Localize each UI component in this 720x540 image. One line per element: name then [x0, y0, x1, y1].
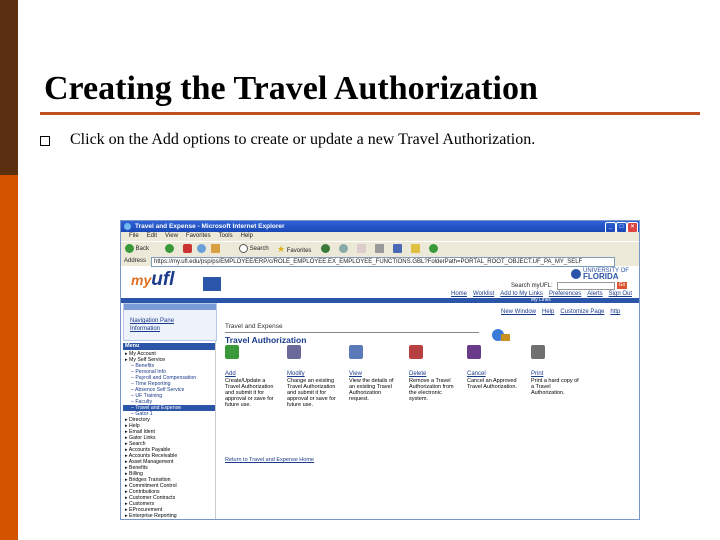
- return-link[interactable]: Return to Travel and Expense Home: [225, 457, 314, 463]
- embedded-browser-screenshot: [120, 220, 640, 520]
- menu-file[interactable]: File: [129, 233, 139, 239]
- search-panel: [123, 303, 217, 341]
- action-link-add[interactable]: Add: [225, 371, 236, 377]
- messenger-icon: [429, 244, 438, 253]
- menu-item-label: Personal Info: [135, 369, 166, 375]
- menu-item-label: Time Reporting: [135, 381, 171, 387]
- top-link-alerts[interactable]: Alerts: [587, 291, 603, 297]
- expand-arrow-icon: ▸: [125, 483, 130, 489]
- menu-item-label: Enterprise Reporting: [129, 513, 177, 519]
- search-panel-header: [124, 304, 216, 310]
- menu-item-label: Billing: [129, 471, 143, 477]
- dash-icon: –: [131, 363, 136, 369]
- stop-button[interactable]: [183, 244, 192, 254]
- window-titlebar: [121, 221, 639, 232]
- dash-icon: –: [131, 381, 136, 387]
- forward-button[interactable]: [165, 244, 174, 254]
- ie-icon: [124, 223, 131, 230]
- slide-sidebar-orange: [0, 175, 18, 540]
- dash-icon: –: [131, 369, 136, 375]
- bullet-text: Click on the Add options to create or update a new Travel Authorization.: [70, 131, 536, 148]
- top-link-add-to-my-links[interactable]: Add to My Links: [500, 291, 543, 297]
- menu-item-label: Asset Management: [128, 459, 174, 465]
- menu-edit[interactable]: Edit: [146, 233, 158, 239]
- search-go-button[interactable]: Go: [618, 282, 626, 288]
- refresh-button[interactable]: [197, 244, 206, 254]
- expand-arrow-icon: ▸: [125, 447, 129, 453]
- top-link-worklist[interactable]: Worklist: [473, 291, 495, 297]
- browser-toolbar: [121, 241, 639, 257]
- print-icon: [375, 244, 384, 253]
- slide-title: Creating the Travel Authorization: [44, 70, 538, 107]
- expand-arrow-icon: ▸: [125, 495, 130, 501]
- menu-item-label: Directory: [129, 417, 150, 423]
- menu-item-label: Search: [129, 441, 146, 447]
- left-navigation: [123, 303, 216, 519]
- action-description: Remove a Travel Authorization from the electronic system.: [409, 378, 454, 402]
- window-title: Travel and Expense - Microsoft Internet Explorer: [135, 223, 285, 230]
- print-icon[interactable]: [531, 345, 545, 359]
- page-title: Travel Authorization: [225, 335, 307, 345]
- menu-item-label: Accounts Receivable: [128, 453, 178, 459]
- top-link-preferences[interactable]: Preferences: [548, 291, 582, 297]
- menu-favorites[interactable]: Favorites: [185, 233, 211, 239]
- back-button[interactable]: Back: [125, 244, 149, 254]
- menu-item-label: Payroll and Compensation: [135, 375, 197, 381]
- menu-item-label: Customers: [129, 501, 155, 507]
- action-link-delete[interactable]: Delete: [409, 371, 427, 377]
- search-panel-link[interactable]: Information: [130, 326, 161, 332]
- search-input[interactable]: [557, 282, 615, 290]
- menu-item-label: Email Ident: [129, 429, 155, 435]
- address-bar: [121, 256, 639, 266]
- expand-arrow-icon: ▸: [125, 507, 130, 513]
- search-panel-link[interactable]: Navigation Pane: [130, 318, 175, 324]
- menu-item-label: UF Training: [135, 393, 163, 399]
- media-icon: [321, 244, 330, 253]
- expand-arrow-icon: ▸: [125, 459, 129, 465]
- menu-tools[interactable]: Tools: [218, 233, 233, 239]
- dash-icon: –: [131, 393, 136, 399]
- utility-links: [501, 309, 626, 315]
- title-underline: [40, 112, 700, 115]
- expand-arrow-icon: ▸: [125, 489, 130, 495]
- menu-item-label: Contributions: [129, 489, 160, 495]
- expand-arrow-icon: ▸: [125, 423, 130, 429]
- myufl-logo: myufl: [131, 269, 175, 290]
- modify-icon[interactable]: [287, 345, 301, 359]
- bullet-marker: [40, 136, 50, 146]
- section-label: Travel and Expense: [225, 323, 283, 330]
- menu-item-label: EProcurement: [129, 507, 163, 513]
- menu-view[interactable]: View: [165, 233, 178, 239]
- menu-item-label: Faculty: [135, 399, 153, 405]
- mail-button[interactable]: [357, 244, 366, 254]
- globe-briefcase-icon: [491, 328, 511, 342]
- dash-icon: –: [131, 387, 136, 393]
- menu-list: [123, 351, 215, 519]
- menu-item-label: Commitment Control: [129, 483, 177, 489]
- menu-item-label: Customer Contracts: [129, 495, 176, 501]
- expand-arrow-icon: ▸: [125, 441, 130, 447]
- menu-item-label: Benefits: [135, 363, 155, 369]
- dash-icon: –: [131, 405, 136, 411]
- stop-icon: [183, 244, 192, 253]
- menu-item-label: Benefits: [129, 465, 148, 471]
- search-button[interactable]: Search: [239, 244, 269, 254]
- century-tower-icon: [203, 277, 221, 291]
- dash-icon: –: [131, 411, 136, 417]
- menu-item-label: My Account: [129, 351, 156, 357]
- action-link-print[interactable]: Print: [531, 371, 544, 377]
- action-link-modify[interactable]: Modify: [287, 371, 305, 377]
- mail-icon: [357, 244, 366, 253]
- menu-item-label: Gator Links: [129, 435, 156, 441]
- minimize-button[interactable]: _: [605, 222, 616, 233]
- menu-item[interactable]: [123, 513, 215, 519]
- menu-header: Menu: [123, 343, 215, 350]
- home-button[interactable]: [211, 244, 220, 254]
- media-button[interactable]: [321, 244, 330, 254]
- action-description: View the details of an existing Travel Authorization request.: [349, 378, 394, 402]
- expand-arrow-icon: ▸: [125, 477, 130, 483]
- expand-arrow-icon: ▸: [125, 465, 130, 471]
- delete-icon[interactable]: [409, 345, 423, 359]
- page-content: [121, 267, 639, 519]
- action-description: Change an existing Travel Authorization and submit it for approval or save for future use.: [287, 378, 336, 408]
- add-icon[interactable]: [225, 345, 239, 359]
- menu-item-label: My Self Service: [129, 357, 166, 363]
- view-icon[interactable]: [349, 345, 363, 359]
- uf-wordmark: UNIVERSITY OF FLORIDA: [583, 268, 629, 281]
- menu-item-label: Gator 1: [135, 411, 153, 417]
- menu-item-label: Bridges Transition: [129, 477, 171, 483]
- utility-link[interactable]: Help: [542, 309, 555, 315]
- word-icon: [393, 244, 402, 253]
- slide-sidebar-dark: [0, 0, 18, 175]
- home-icon: [211, 244, 220, 253]
- menu-item-label: Travel and Expense: [135, 405, 182, 411]
- my-links-dropdown[interactable]: My Links: [531, 297, 551, 303]
- expand-arrow-icon: ▸: [125, 429, 130, 435]
- expand-arrow-icon: ▸: [125, 501, 130, 507]
- dash-icon: –: [131, 399, 136, 405]
- section-divider: [225, 332, 479, 333]
- maximize-button[interactable]: □: [616, 222, 627, 233]
- expand-arrow-icon: ▸: [125, 357, 130, 363]
- expand-arrow-icon: ▸: [125, 417, 130, 423]
- utility-link[interactable]: Customize Page: [560, 309, 605, 315]
- history-button[interactable]: [339, 244, 348, 254]
- dash-icon: –: [131, 375, 136, 381]
- search-label: Search myUFL:: [511, 283, 553, 289]
- action-link-view[interactable]: View: [349, 371, 362, 377]
- expand-arrow-icon: ▸: [125, 471, 130, 477]
- history-icon: [339, 244, 348, 253]
- menu-item-label: Absence Self Service: [135, 387, 185, 393]
- back-arrow-icon: [125, 244, 134, 253]
- favorites-star-icon: ★: [277, 244, 286, 254]
- refresh-icon: [197, 244, 206, 253]
- utility-link[interactable]: http: [610, 309, 621, 315]
- action-description: Print a hard copy of a Travel Authorization.: [531, 378, 579, 396]
- top-link-sign-out[interactable]: Sign Out: [608, 291, 632, 297]
- favorites-button[interactable]: ★ Favorites: [277, 244, 312, 254]
- expand-arrow-icon: ▸: [125, 453, 129, 459]
- browser-menubar: [121, 232, 639, 241]
- folder-icon: [411, 244, 420, 253]
- print-button[interactable]: [375, 244, 384, 254]
- address-label: Address: [124, 258, 147, 264]
- expand-arrow-icon: ▸: [125, 513, 130, 519]
- top-link-home[interactable]: Home: [451, 291, 468, 297]
- expand-arrow-icon: ▸: [125, 351, 130, 357]
- edit-button[interactable]: [393, 244, 402, 254]
- action-description: Create/Update a Travel Authorization and submit it for approval or save for future use.: [225, 378, 274, 408]
- utility-link[interactable]: New Window: [501, 309, 537, 315]
- uf-seal-icon: [571, 269, 581, 279]
- forward-arrow-icon: [165, 244, 174, 253]
- expand-arrow-icon: ▸: [125, 435, 130, 441]
- menu-item-label: Accounts Payable: [128, 447, 171, 453]
- action-link-cancel[interactable]: Cancel: [467, 371, 486, 377]
- search-icon: [239, 244, 248, 253]
- menu-help[interactable]: Help: [240, 233, 253, 239]
- messenger-button[interactable]: [429, 244, 438, 254]
- close-button[interactable]: ×: [627, 222, 638, 233]
- menu-item-label: Help: [129, 423, 140, 429]
- address-input[interactable]: https://my.ufl.edu/psp/ps/EMPLOYEE/ERP/c/ROLE_EMPLOYEE.EX_EMPLOYEE_FUNCTIONS.GBL?FolderPath=PORTAL_ROOT_OBJECT.UF_PA_MY_SELF: [151, 257, 615, 267]
- cancel-icon[interactable]: [467, 345, 481, 359]
- action-description: Cancel an Approved Travel Authorization.: [467, 378, 517, 390]
- discuss-button[interactable]: [411, 244, 420, 254]
